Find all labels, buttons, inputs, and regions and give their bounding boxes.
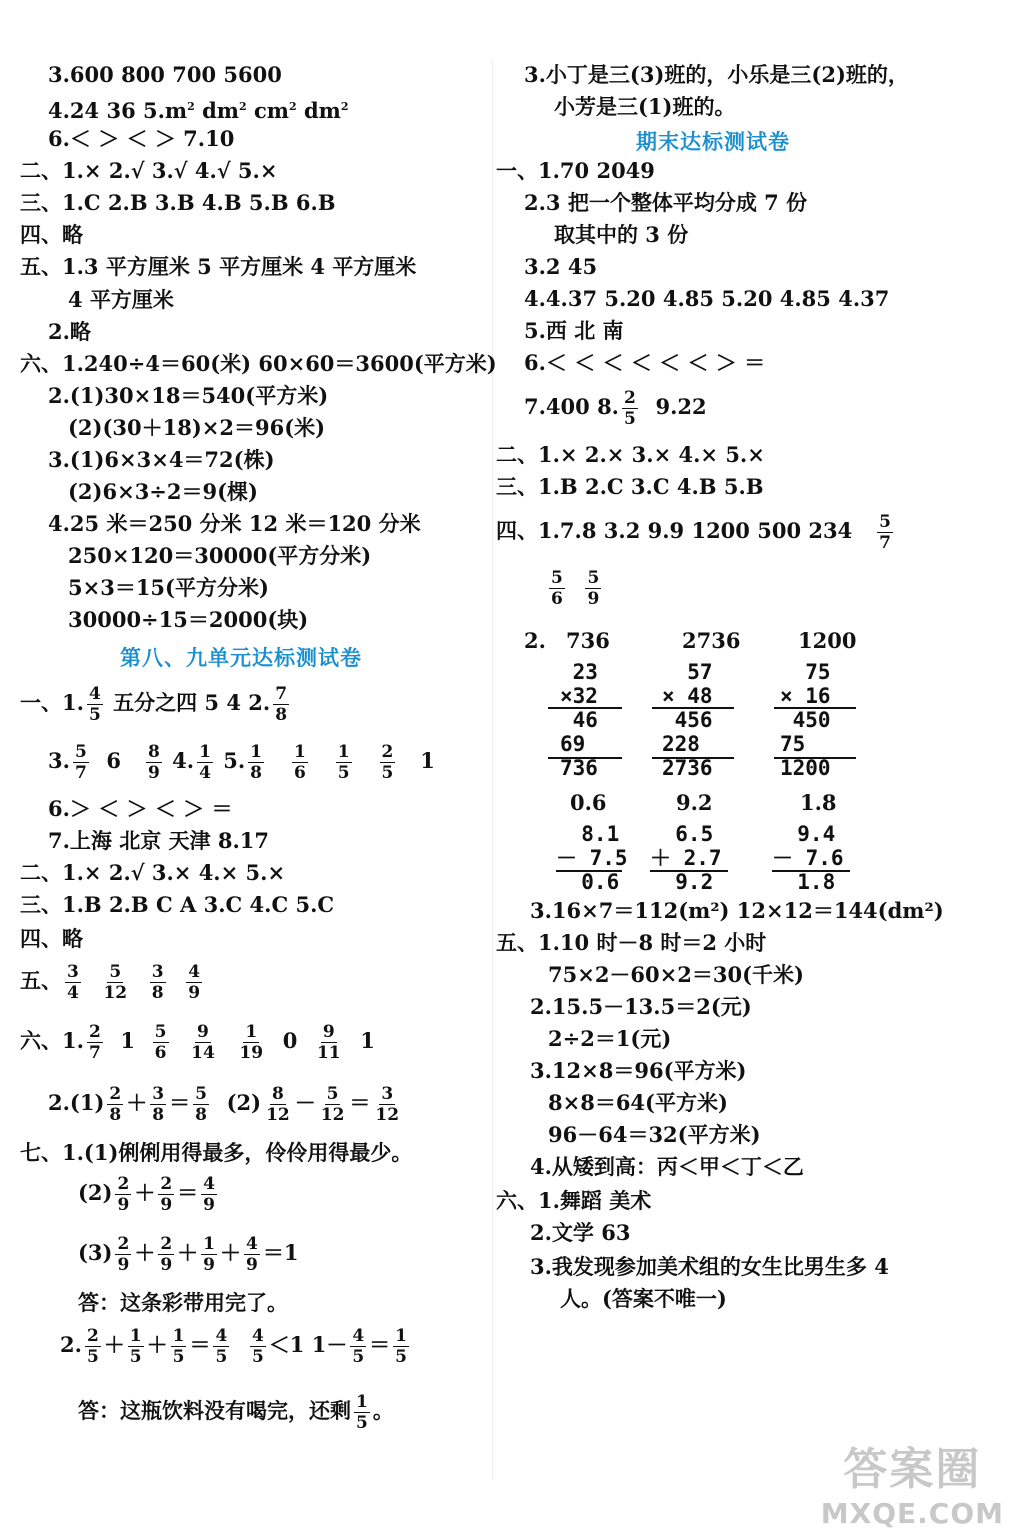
answer-line: 2.略 <box>48 319 91 344</box>
answer-line: 五、1.3 平方厘米 5 平方厘米 4 平方厘米 <box>20 254 417 279</box>
answer-line: 2.3 把一个整体平均分成 7 份 <box>524 190 808 215</box>
answer-line: 3.小丁是三(3)班的，小乐是三(2)班的， <box>524 62 909 87</box>
calc-result: 9.2 <box>676 790 713 815</box>
calc-result: 2736 <box>682 628 741 653</box>
fraction: $\frac{4}{5}$ <box>88 684 101 725</box>
answer-line: 小芳是三(1)班的。 <box>554 94 736 119</box>
answer-line: 五、1.10 时－8 时＝2 小时 <box>496 930 767 955</box>
answer-line: 四、略 <box>20 222 83 247</box>
answer-line: 6.＜ ＜ ＜ ＜ ＜ ＜ ＞ ＝ <box>524 350 766 375</box>
section-heading: 期末达标测试卷 <box>636 129 790 154</box>
answer-line: 六、1.240÷4＝60(米) 60×60＝3600(平方米) <box>20 351 497 376</box>
answer-line: 4.从矮到高：丙＜甲＜丁＜乙 <box>530 1154 804 1179</box>
answer-line: 5.西 北 南 <box>524 318 624 343</box>
answer-line: 3.(1)6×3×4＝72(株) <box>48 447 275 472</box>
answer-line: 3.16×7＝112(m²) 12×12＝144(dm²) <box>530 898 944 923</box>
answer-line: 3. $\frac{5}{7}$ 6 $\frac{8}{9}$ 4. $\frac{1}{4}$ 5. $\frac{1}{8}$ $\frac{1}{6}$ $\frac{1}{5}$ $\frac{2}{5}$ 1 <box>48 742 435 783</box>
answer-line: 8×8＝64(平方米) <box>548 1090 728 1115</box>
answer-line: 6.＞ ＜ ＞ ＜ ＞ ＝ <box>48 796 233 821</box>
answer-line: 3.12×8＝96(平方米) <box>530 1058 747 1083</box>
answer-line: 人。(答案不唯一) <box>560 1286 727 1311</box>
answer-line: 2. $\frac{2}{5}$ ＋ $\frac{1}{5}$ ＋ $\frac{1}{5}$ ＝ $\frac{4}{5}$ $\frac{4}{5}$ ＜1 1－ $\frac{4}{5}$ ＝ $\frac{1}{5}$ <box>60 1326 408 1367</box>
watermark-url: MXQE.COM <box>820 1497 1004 1530</box>
answer-line: (2)6×3÷2＝9(棵) <box>68 479 258 504</box>
answer-line: 2.文学 63 <box>530 1220 631 1245</box>
answer-line: 三、1.B 2.C 3.C 4.B 5.B <box>496 474 764 499</box>
vertical-calc: 9.4 － 7.6 1.8 <box>772 822 844 894</box>
answer-line: 30000÷15＝2000(块) <box>68 607 309 632</box>
answer-line: 4 平方厘米 <box>68 287 174 312</box>
answer-line: 六、1.舞蹈 美术 <box>496 1188 652 1213</box>
answer-line: $\frac{5}{6}$ $\frac{5}{9}$ <box>551 568 600 609</box>
answer-line: 答：这条彩带用完了。 <box>78 1290 288 1315</box>
answer-line: 3.2 45 <box>524 254 598 279</box>
answer-line: 一、1. $\frac{4}{5}$ 五分之四 5 4 2. $\frac{7}{8}$ <box>20 684 288 725</box>
answer-line: 三、1.C 2.B 3.B 4.B 5.B 6.B <box>20 190 336 215</box>
answer-line: 250×120＝30000(平方分米) <box>68 543 372 568</box>
vertical-calc: 57 × 48 456 228 2736 <box>662 660 713 780</box>
answer-line: (2)(30＋18)×2＝96(米) <box>68 415 326 440</box>
answer-line: 六、1. $\frac{2}{7}$ 1 $\frac{5}{6}$ $\frac{9}{14}$ $\frac{1}{19}$ 0 $\frac{9}{11}$ 1 <box>20 1022 375 1063</box>
answer-line: 6.＜ ＞ ＜ ＞ 7.10 <box>48 126 235 151</box>
calc-result: 1200 <box>798 628 857 653</box>
fraction: $\frac{7}{8}$ <box>275 684 288 725</box>
answer-line: 2÷2＝1(元) <box>548 1026 672 1051</box>
answer-line: 五、 $\frac{3}{4}$ $\frac{5}{12}$ $\frac{3}{8}$ $\frac{4}{9}$ <box>20 962 201 1003</box>
answer-line: 2.15.5－13.5＝2(元) <box>530 994 752 1019</box>
watermark <box>821 1433 1004 1530</box>
answer-line: 4.25 米＝250 分米 12 米＝120 分米 <box>48 511 421 536</box>
answer-line: 3.600 800 700 5600 <box>48 62 282 87</box>
answer-line: 2. <box>524 628 546 653</box>
answer-line: 2.(1)30×18＝540(平方米) <box>48 383 329 408</box>
answer-line: 三、1.B 2.B C A 3.C 4.C 5.C <box>20 892 335 917</box>
answer-line: 答：这瓶饮料没有喝完，还剩 $\frac{1}{5}$ 。 <box>78 1392 394 1433</box>
column-divider <box>492 60 493 1480</box>
answer-line: 7.400 8. $\frac{2}{5}$ 9.22 <box>524 388 707 429</box>
section-heading: 第八、九单元达标测试卷 <box>120 645 362 670</box>
answer-line: 3.我发现参加美术组的女生比男生多 4 <box>530 1254 889 1279</box>
answer-line: 96－64＝32(平方米) <box>548 1122 761 1147</box>
answer-line: (3) $\frac{2}{9}$ ＋ $\frac{2}{9}$ ＋ $\frac{1}{9}$ ＋ $\frac{4}{9}$ ＝1 <box>78 1234 299 1275</box>
answer-line: 7.上海 北京 天津 8.17 <box>48 828 270 853</box>
answer-line: 四、1.7.8 3.2 9.9 1200 500 234 $\frac{5}{7}$ <box>496 512 891 553</box>
answer-line: 5×3＝15(平方分米) <box>68 575 269 600</box>
vertical-calc: 6.5 ＋ 2.7 9.2 <box>650 822 722 894</box>
answer-line: 七、1.(1)俐俐用得最多，伶伶用得最少。 <box>20 1140 413 1165</box>
answer-line: 二、1.× 2.× 3.× 4.× 5.× <box>496 442 765 467</box>
vertical-calc: 75 × 16 450 75 1200 <box>780 660 831 780</box>
answer-line: 二、1.× 2.√ 3.× 4.× 5.× <box>20 860 286 885</box>
calc-result: 0.6 <box>570 790 607 815</box>
answer-line: 二、1.× 2.√ 3.√ 4.√ 5.× <box>20 158 278 183</box>
watermark-text: 答案圈 <box>843 1444 982 1495</box>
answer-line: 2.(1) $\frac{2}{8}$ ＋ $\frac{3}{8}$ ＝ $\frac{5}{8}$ (2) $\frac{8}{12}$ － $\frac{5}{12}$ ＝ $\frac{3}{12}$ <box>48 1084 400 1125</box>
answer-line: 75×2－60×2＝30(千米) <box>548 962 804 987</box>
answer-line: 4.24 36 $5.m^2$ $dm^2$ $cm^2$ $dm^2$ <box>48 98 349 123</box>
vertical-calc: 23 ×32 46 69 736 <box>560 660 598 780</box>
answer-line: 一、1.70 2049 <box>496 158 655 183</box>
answer-line: (2) $\frac{2}{9}$ ＋ $\frac{2}{9}$ ＝ $\frac{4}{9}$ <box>78 1174 216 1215</box>
calc-result: 1.8 <box>800 790 837 815</box>
answer-line: 4.4.37 5.20 4.85 5.20 4.85 4.37 <box>524 286 890 311</box>
vertical-calc: 8.1 － 7.5 0.6 <box>556 822 628 894</box>
answer-line: 取其中的 3 份 <box>554 222 689 247</box>
answer-line: 四、略 <box>20 926 83 951</box>
calc-result: 736 <box>566 628 610 653</box>
